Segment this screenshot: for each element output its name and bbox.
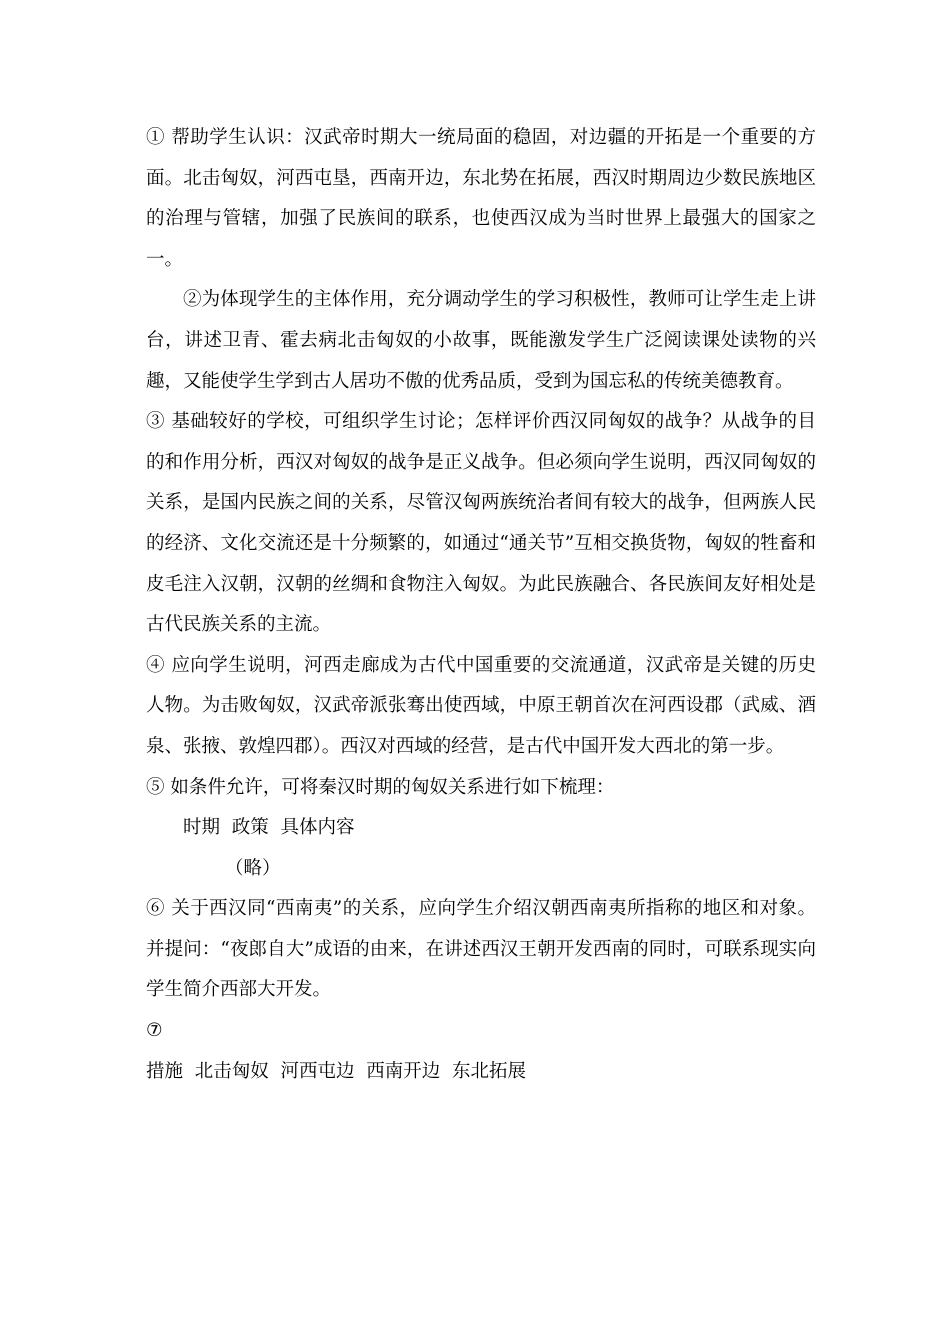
paragraph-1: ① 帮助学生认识：汉武帝时期大一统局面的稳固，对边疆的开拓是一个重要的方面。北击匈奴，河西屯垦，西南开边，东北势在拓展，西汉时期周边少数民族地区的治理与管辖，加强了民族间的联系，也使西汉成为当时世界上最强大的国家之一。 — [146, 127, 816, 270]
table-header-row: 时期 政策 具体内容 — [183, 817, 355, 839]
document-body — [146, 118, 816, 1092]
paragraph-6: ⑥ 关于西汉同“西南夷”的关系，应向学生介绍汉朝西南夷所指称的地区和对象。并提问：“夜郎自大”成语的由来，在讲述西汉王朝开发西南的同时，可联系现实向学生简介西部大开发。 — [146, 898, 816, 1001]
omitted-note: （略） — [225, 857, 281, 879]
paragraph-3: ③ 基础较好的学校，可组织学生讨论；怎样评价西汉同匈奴的战争？从战争的目的和作用分析，西汉对匈奴的战争是正义战争。但必须向学生说明，西汉同匈奴的关系，是国内民族之间的关系，尽管汉匈两族统治者间有较大的战争，但两族人民的经济、文化交流还是十分频繁的，如通过“通关节”互相交换货物，匈奴的牲畜和皮毛注入汉朝，汉朝的丝绸和食物注入匈奴。为此民族融合、各民族间友好相处是古代民族关系的主流。 — [146, 411, 816, 636]
paragraph-4: ④ 应向学生说明，河西走廊成为古代中国重要的交流通道，汉武帝是关键的历史人物。为击败匈奴，汉武帝派张骞出使西域，中原王朝首次在河西设郡（武威、酒泉、张掖、敦煌四郡）。西汉对西域的经营，是古代中国开发大西北的第一步。 — [146, 654, 816, 757]
measures-row: 措施 北击匈奴 河西屯边 西南开边 东北拓展 — [146, 1060, 527, 1082]
paragraph-7-marker: ⑦ — [146, 1020, 163, 1042]
paragraph-5: ⑤ 如条件允许，可将秦汉时期的匈奴关系进行如下梳理： — [146, 776, 615, 798]
paragraph-2: ②为体现学生的主体作用，充分调动学生的学习积极性，教师可让学生走上讲台，讲述卫青、霍去病北击匈奴的小故事，既能激发学生广泛阅读课处读物的兴趣，又能使学生学到古人居功不傲的优秀品质，受到为国忘私的传统美德教育。 — [146, 289, 816, 392]
